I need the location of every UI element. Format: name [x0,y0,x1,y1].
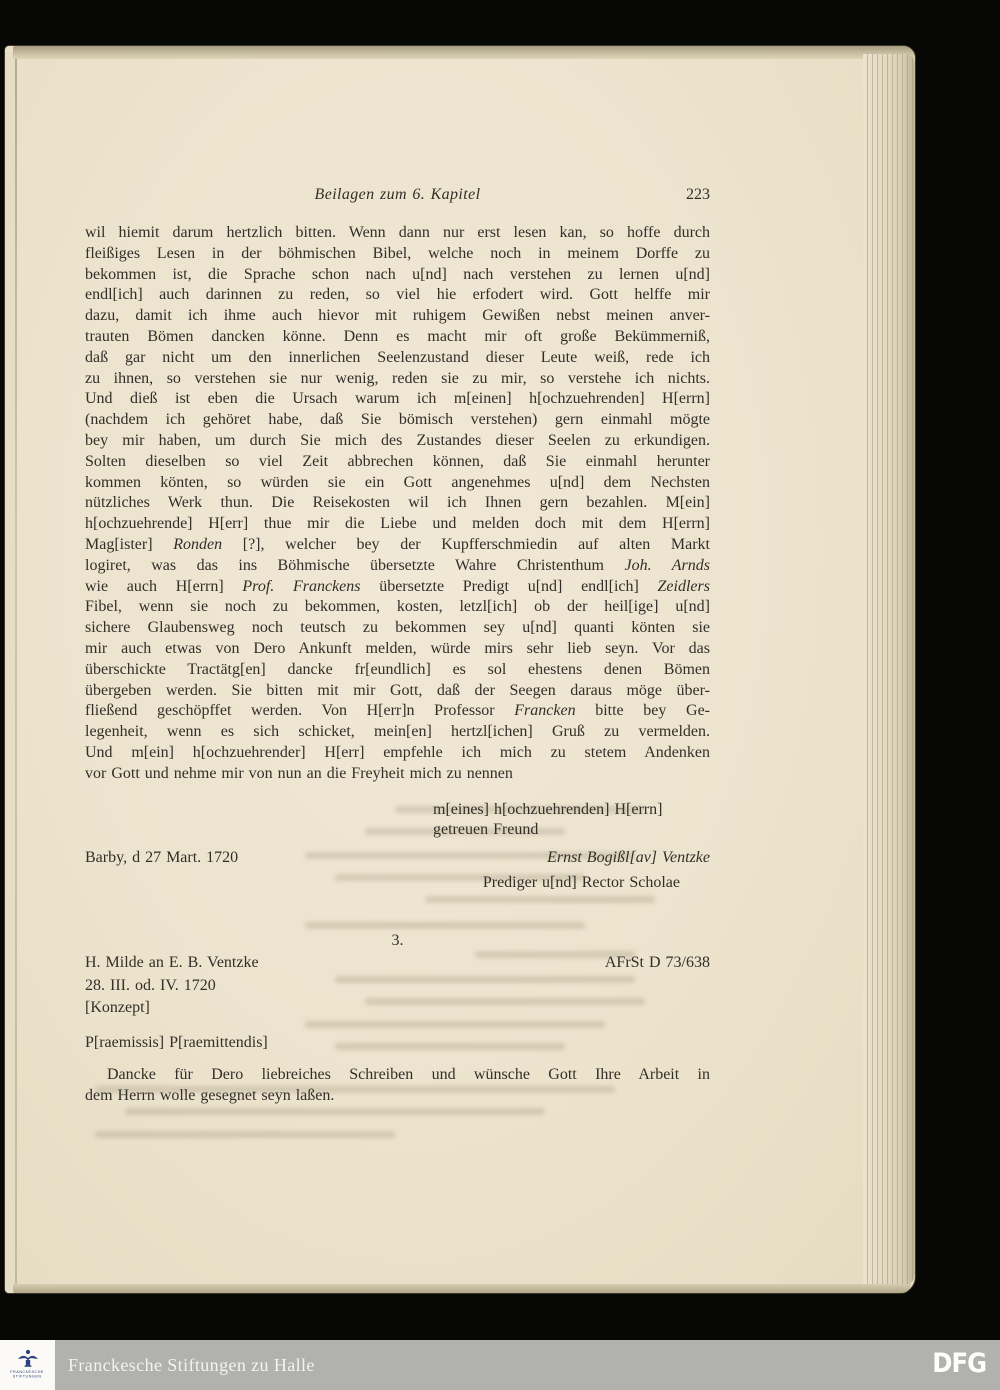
text-line: dazu, damit ich ihme auch hievor mit ruhigem Gewißen nebst meinen anver- [85,307,710,325]
text-line: logiret, was das ins Böhmische übersetzte Wahre Christenthum Joh. Arnds [85,556,710,574]
letter3-heading [85,952,259,1020]
archive-reference: AFrSt D 73/638 [604,954,710,972]
salutation: P[raemissis] P[raemittendis] [85,1033,268,1051]
dateline: Barby, d 27 Mart. 1720 [85,849,239,867]
text-line: trauten Bömen dancken könne. Denn es macht mir oft große Bekümmerniß, [85,327,710,345]
text-line: H. Milde an E. B. Ventzke [85,954,259,972]
book-top-edge [13,46,915,59]
text-line: übergeben werden. Sie bitten mit mir Gott, daß der Seegen daraus möge über- [85,681,710,699]
page-gutter-line [15,48,17,1293]
text-line: bey mir haben, um durch Sie mich des Zustandes dieser Seelen zu erkundigen. [85,431,710,449]
letter3-body [85,1064,710,1107]
text-line: wil hiemit darum hertzlich bitten. Wenn dann nur erst lesen kan, so hoffe durch [85,224,710,241]
letter2-closing [433,800,710,842]
text-line: Dancke für Dero liebreiches Schreiben und wünsche Gott Ihre Arbeit in [107,1065,710,1083]
running-header [85,186,710,206]
text-line: nützliches Werk thun. Die Reisekosten wil ich Ihnen gern bezahlen. M[ein] [85,494,710,512]
letter3-heading-row [85,952,710,1020]
section-number: 3. [391,932,404,950]
logo-text-line: FRANCKESCHE [10,1370,45,1375]
institution-logo [0,1340,55,1390]
letter2-body [85,223,710,785]
text-line: fleißiges Lesen in der böhmischen Bibel, welche noch in meinem Dorffe zu [85,244,710,262]
institution-logo-text [11,1370,45,1378]
text-line: 28. III. od. IV. 1720 [85,976,216,994]
signature-row [85,847,710,868]
signature-name: Ernst Bogißl[av] Ventzke [547,849,710,867]
text-line: mir auch etwas von Dero Ankunft melden, würde mirs sehr lieb seyn. Vor das [85,639,710,657]
text-line: endl[ich] auch darinnen zu reden, so viel hie erfodert wird. Gott helffe mir [85,286,710,304]
text-line: zu ihnen, so verstehen sie nur wenig, reden sie zu mir, so verstehe ich nichts. [85,369,710,387]
text-line: [Konzept] [85,999,150,1017]
institution-name: Franckesche Stiftungen zu Halle [68,1354,315,1375]
text-line: h[ochzuehrende] H[err] thue mir die Liebe und melden doch mit dem H[errn] [85,515,710,533]
closing-line: getreuen Freund [433,821,539,839]
text-line: wie auch H[errn] Prof. Franckens übersetzte Predigt u[nd] endl[ich] Zeidlers [85,577,710,595]
page-text-column [85,186,710,1107]
text-line: überschickte Tractätg[en] dancke fr[eundlich] es sol ehestens denen Bömen [85,660,710,678]
text-line: Fibel, wenn sie noch zu bekommen, kosten, letzl[ich] ob der heil[ige] u[nd] [85,598,710,616]
opposite-page-sliver [5,52,15,1293]
logo-text-line: STIFTUNGEN [13,1374,42,1379]
text-line: fließend geschöpffet werden. Von H[err]n Professor Francken bitte bey Ge- [85,702,710,720]
text-line: Und m[ein] h[ochzuehrender] H[err] empfehle ich mich zu stetem Andenken [85,743,710,761]
closing-line: m[eines] h[ochzuehrenden] H[errn] [433,800,663,818]
page-number: 223 [686,186,710,203]
book-page [5,46,915,1293]
text-line: (nachdem ich gehöret habe, daß Sie bömisch verstehen) gern einmahl mögte [85,411,710,429]
text-line: sichere Glaubensweg noch teutsch zu bekommen sey u[nd] quanti könten sie [85,619,710,637]
footer-bar [0,1340,1000,1390]
text-line: vor Gott und nehme mir von nun an die Freyheit mich zu nennen [85,764,513,782]
text-line: legenheit, wenn es sich schicket, mein[en] hertzl[ichen] Gruß zu vermelden. [85,723,710,741]
text-line: Solten dieselben so viel Zeit abbrechen können, daß Sie einmahl herunter [85,452,710,470]
francke-eagle-icon [17,1349,39,1367]
book-bottom-edge [13,1284,911,1293]
dfg-logo: DFG [932,1348,986,1379]
text-line: Mag[ister] Ronden [?], welcher bey der Kupfferschmiedin auf alten Markt [85,535,711,553]
text-line: daß gar nicht um den innerlichen Seelenzustand dieser Leute weiß, rede ich [85,348,710,366]
signature-title: Prediger u[nd] Rector Scholae [482,874,680,892]
text-line: bekommen ist, die Sprache schon nach u[nd] nach verstehen zu lernen u[nd] [85,265,710,283]
text-line: kommen könten, so würden sie ein Gott angenehmes u[nd] dem Nechsten [85,473,710,491]
book-fore-edge [863,54,915,1287]
running-title: Beilagen zum 6. Kapitel [314,186,481,203]
text-line: Und dieß ist eben die Ursach warum ich m[einen] h[ochzuehrenden] H[errn] [85,390,710,408]
text-line: dem Herrn wolle gesegnet seyn laßen. [85,1087,335,1105]
